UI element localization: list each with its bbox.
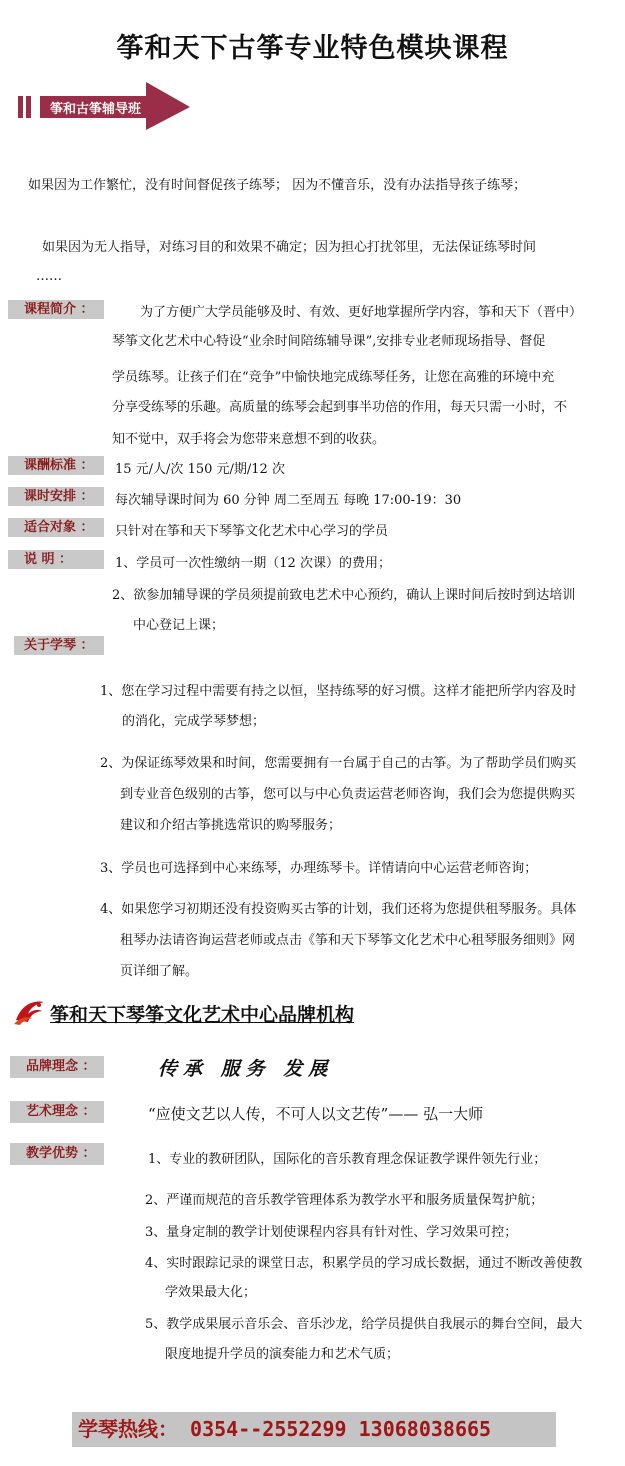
advantage-3: 3、量身定制的教学计划使课程内容具有针对性、学习效果可控； — [145, 1225, 518, 1240]
fee-label: 课酬标准 ： — [8, 456, 104, 475]
about-item-2-line-2: 到专业音色级别的古筝，您可以与中心负责运营老师咨询，我们会为您提供购买 — [120, 787, 576, 802]
phoenix-logo-icon — [12, 998, 46, 1026]
advantage-1: 1、专业的教研团队，国际化的音乐教育理念保证教学课件领先行业； — [148, 1152, 547, 1167]
art-concept-value: “应使文艺以人传，不可人以文艺传”—— 弘一大师 — [148, 1105, 484, 1123]
teaching-advantages-label: 教学优势 ： — [10, 1143, 104, 1165]
advantage-4-line-1: 4、实时跟踪记录的课堂日志，积累学员的学习成长数据，通过不断改善使教 — [145, 1256, 583, 1271]
brand-concept-value: 传承 服务 发展 — [158, 1058, 334, 1080]
schedule-value: 每次辅导课时间为 60 分钟 周二至周五 每晚 17:00-19：30 — [115, 493, 462, 508]
audience-value: 只针对在筝和天下琴筝文化艺术中心学习的学员 — [115, 524, 389, 539]
brand-concept-label: 品牌理念 ： — [10, 1056, 104, 1078]
brand-title: 筝和天下琴筝文化艺术中心品牌机构 — [50, 1004, 355, 1026]
intro-line-3: …… — [36, 269, 62, 284]
course-intro-line-3: 学员练琴。让孩子们在“竞争”中愉快地完成练琴任务，让您在高雅的环境中充 — [112, 370, 555, 385]
advantage-2: 2、严谨而规范的音乐教学管理体系为教学水平和服务质量保驾护航； — [145, 1193, 544, 1208]
about-item-1-line-1: 1、您在学习过程中需要有持之以恒，坚持练琴的好习惯。这样才能把所学内容及时 — [100, 684, 577, 699]
note-2-line-1: 2、欲参加辅导课的学员须提前致电艺术中心预约，确认上课时间后按时到达培训 — [112, 588, 576, 603]
course-intro-line-4: 分享受练琴的乐趣。高质量的练琴会起到事半功倍的作用，每天只需一小时，不 — [112, 400, 568, 415]
about-item-4-line-2: 租琴办法请咨询运营老师或点击《筝和天下琴筝文化艺术中心租琴服务细则》网 — [120, 933, 576, 948]
about-item-4-line-3: 页详细了解。 — [120, 964, 199, 979]
advantage-5-line-1: 5、教学成果展示音乐会、音乐沙龙，给学员提供自我展示的舞台空间，最大 — [145, 1317, 583, 1332]
course-intro-label: 课程简介 ： — [8, 300, 104, 319]
schedule-label: 课时安排 ： — [8, 487, 104, 506]
course-intro-line-1: 为了方便广大学员能够及时、有效、更好地掌握所学内容，筝和天下（晋中） — [140, 305, 583, 320]
course-intro-line-5: 知不觉中，双手将会为您带来意想不到的收获。 — [112, 432, 386, 447]
about-item-2-line-1: 2、为保证练琴效果和时间，您需要拥有一台属于自己的古筝。为了帮助学员们购买 — [100, 756, 577, 771]
audience-label: 适合对象 ： — [8, 518, 104, 537]
course-intro-line-2: 琴筝文化艺术中心特设“业余时间陪练辅导课”,安排专业老师现场指导、督促 — [112, 334, 546, 349]
fee-value: 15 元/人/次 150 元/期/12 次 — [115, 462, 285, 477]
intro-line-2: 如果因为无人指导，对练习目的和效果不确定；因为担心打扰邻里，无法保证练琴时间 — [42, 240, 537, 255]
notes-label: 说 明 ： — [8, 550, 104, 569]
advantage-4-line-2: 学效果最大化； — [165, 1285, 257, 1300]
banner-label: 筝和古筝辅导班 — [50, 102, 142, 117]
hotline-bar: 学琴热线： 0354--2552299 13068038665 — [72, 1412, 556, 1447]
advantage-5-line-2: 限度地提升学员的演奏能力和艺术气质； — [165, 1347, 400, 1362]
about-item-1-line-2: 的消化，完成学琴梦想； — [122, 714, 266, 729]
note-1: 1、学员可一次性缴纳一期（12 次课）的费用； — [115, 556, 391, 571]
about-item-2-line-3: 建议和介绍古筝挑选常识的购琴服务； — [120, 818, 342, 833]
art-concept-label: 艺术理念 ： — [10, 1101, 104, 1123]
intro-line-1: 如果因为工作繁忙，没有时间督促孩子练琴； 因为不懂音乐，没有办法指导孩子练琴； — [28, 178, 527, 193]
note-2-line-2: 中心登记上课； — [133, 618, 225, 633]
about-label: 关于学琴 ： — [14, 636, 104, 655]
about-item-4-line-1: 4、如果您学习初期还没有投资购买古筝的计划，我们还将为您提供租琴服务。具体 — [100, 902, 577, 917]
page-title: 筝和天下古筝专业特色模块课程 — [116, 33, 509, 64]
about-item-3-line-1: 3、学员也可选择到中心来练琴，办理练琴卡。详情请向中心运营老师咨询； — [100, 861, 538, 876]
